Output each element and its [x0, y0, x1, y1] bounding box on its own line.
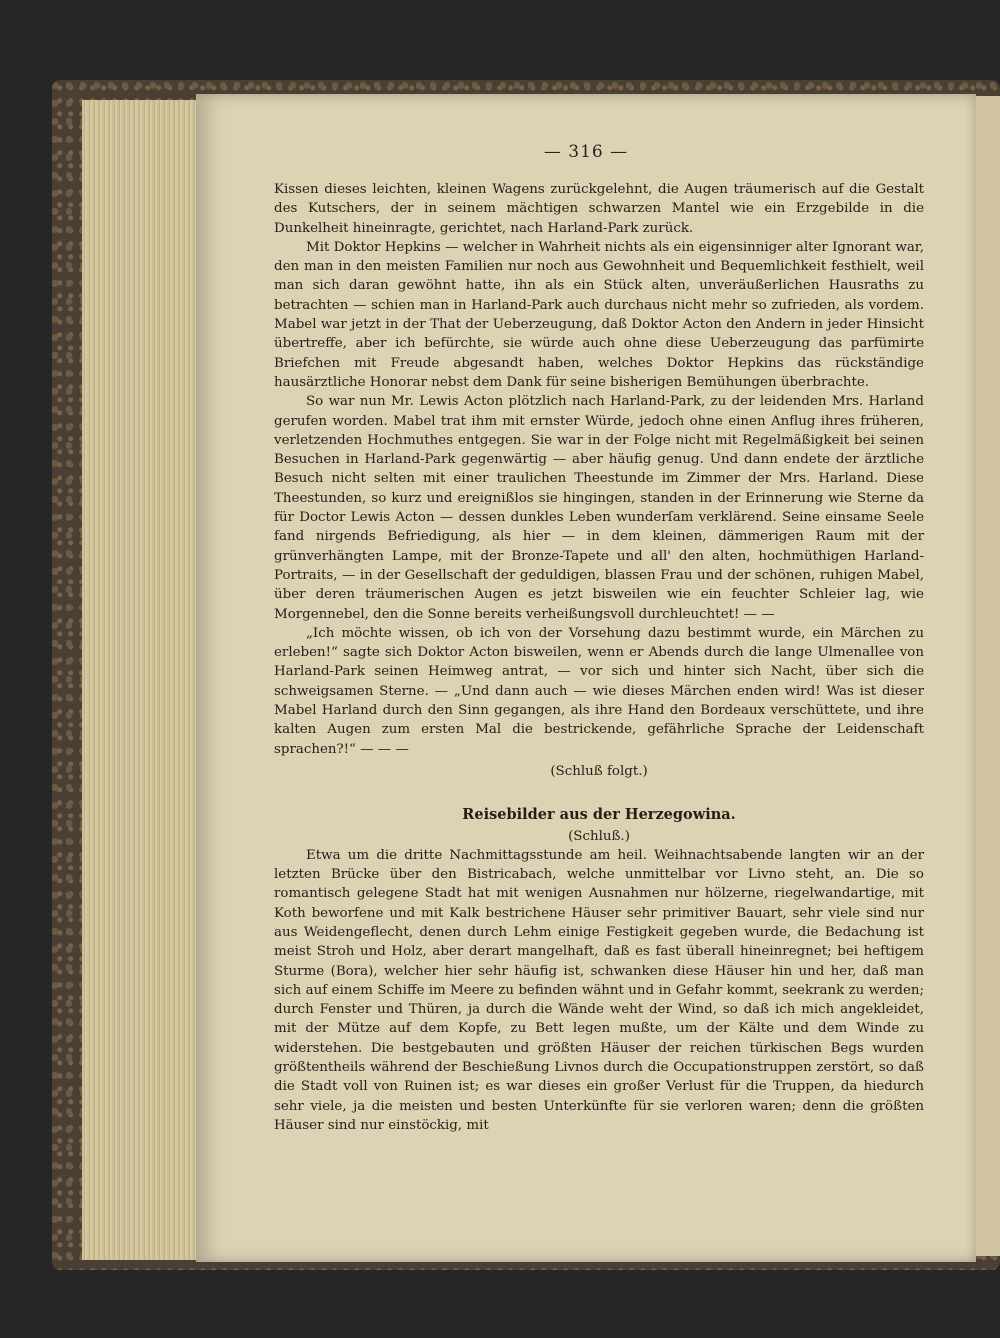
book-page [196, 94, 976, 1262]
paragraph: Etwa um die dritte Nachmittagsstunde am heil. Weihnachtsabende langten wir an der letzten Brücke über den Bistricabach, welche unmittelbar vor Livno steht, an. Die so romantisch gelegene Stadt hat mit wenigen Ausnahmen nur hölzerne, riegelwandartige, mit Koth beworfene und mit Kalk bestrichene Häuser sehr primitiver Bauart, sehr viele sind nur aus Weidengeflecht, denen durch Lehm einige Festigkeit gegeben wurde, die Bedachung ist meist Stroh und Holz, aber derart mangelhaft, daß es fast überall hineinregnet; bei heftigem Sturme (Bora), welcher hier sehr häufig ist, schwanken diese Häuser hin und her, daß man sich auf einem Schiffe im Meere zu befinden wähnt und in Gefahr kommt, seekrank zu werden; durch Fenster und Thüren, ja durch die Wände weht der Wind, so daß ich mich angekleidet, mit der Mütze auf dem Kopfe, zu Bett legen mußte, um der Kälte und dem Winde zu widerstehen. Die bestgebauten und größten Häuser der reichen türkischen Begs wurden größtentheils während der Beschießung Livnos durch die Occupationstruppen zerstört, so daß die Stadt voll von Ruinen ist; es war dieses ein großer Verlust für die Truppen, da hiedurch sehr viele, ja die meisten und besten Unterkünfte für sie verloren waren; denn die größten Häuser sind nur einstöckig, mit [274, 847, 924, 1133]
page-stack-right [972, 96, 1000, 1256]
paragraph: „Ich möchte wissen, ob ich von der Vorsehung dazu bestimmt wurde, ein Märchen zu erleben!“ sagte sich Doktor Acton bisweilen, wenn er Abends durch die lange Ulmenallee von Harland-Park seinen Heimweg antrat, — vor sich und hinter sich Nacht, über sich die schweigsamen Sterne. — „Und dann auch — wie dieses Märchen enden wird! Was ist dieser Mabel Harland durch den Sinn gegangen, als ihre Hand den Bordeaux verschüttete, und ihre kalten Augen zum ersten Mal die bestrickende, gefährliche Sprache der Leidenschaft sprachen?!“ — — — [274, 625, 924, 757]
paragraph: So war nun Mr. Lewis Acton plötzlich nach Harland-Park, zu der leidenden Mrs. Harland gerufen worden. Mabel trat ihm mit ernster Würde, jedoch ohne einen Anflug ihres früheren, verletzenden Hochmuthes entgegen. Sie war in der Folge nicht mit Regelmäßigkeit bei seinen Besuchen in Harland-Park gegenwärtig — aber häufig genug. Und dann endete der ärztliche Besuch nicht selten mit einer traulichen Theestunde im Zimmer der Mrs. Harland. Diese Theestunden, so kurz und ereignißlos sie hingingen, standen in der Erinnerung wie Sterne da für Doctor Lewis Acton — dessen dunkles Leben wunderſam verklärend. Seine einsame Seele fand nirgends Befriedigung, als hier — in dem kleinen, dämmerigen Raum mit der grünverhängten Lampe, mit der Bronze-Tapete und all' den alten, hochmüthigen Harland-Portraits, — in der Gesellschaft der geduldigen, blassen Frau und der schönen, ruhigen Mabel, über deren träumerischen Augen es jetzt bisweilen wie ein feuchter Schleier lag, wie Morgennebel, den die Sonne bereits verheißungsvoll durchleuchtet! — — [274, 394, 924, 622]
paragraph: Kissen dieses leichten, kleinen Wagens zurückgelehnt, die Augen träumerisch auf die Gestalt des Kutschers, der in seinem mächtigen schwarzen Mantel wie ein Erzgebilde in die Dunkelheit hineinragte, gerichtet, nach Harland-Park zurück. [274, 182, 924, 236]
section-title: Reisebilder aus der Herzegowina. [462, 806, 736, 824]
section-subtitle: (Schluß.) [568, 828, 630, 844]
paragraph: Mit Doktor Hepkins — welcher in Wahrheit nichts als ein eigensinniger alter Ignorant war, den man in den meisten Familien nur noch aus Gewohnheit und Bequemlichkeit festhielt, weil man sich daran gewöhnt hatte, ihn als ein Stück alten, unveräußerlichen Hausraths zu betrachten — schien man in Harland-Park auch durchaus nicht mehr so zufrieden, als vordem. Mabel war jetzt in der That der Ueberzeugung, daß Doktor Acton den Andern in jeder Hinsicht übertreffe, aber ich befürchte, sie würde auch ohne diese Ueberzeugung das parfümirte Briefchen mit Freude abgesandt haben, welches Doktor Hepkins das rückständige hausärztliche Honorar nebst dem Dank für seine bisherigen Bemühungen überbrachte. [274, 239, 924, 390]
page-number: — 316 — [543, 142, 629, 162]
page-text [274, 180, 924, 1135]
page-stack-left [82, 100, 206, 1260]
continued-note: (Schluß folgt.) [550, 763, 648, 779]
